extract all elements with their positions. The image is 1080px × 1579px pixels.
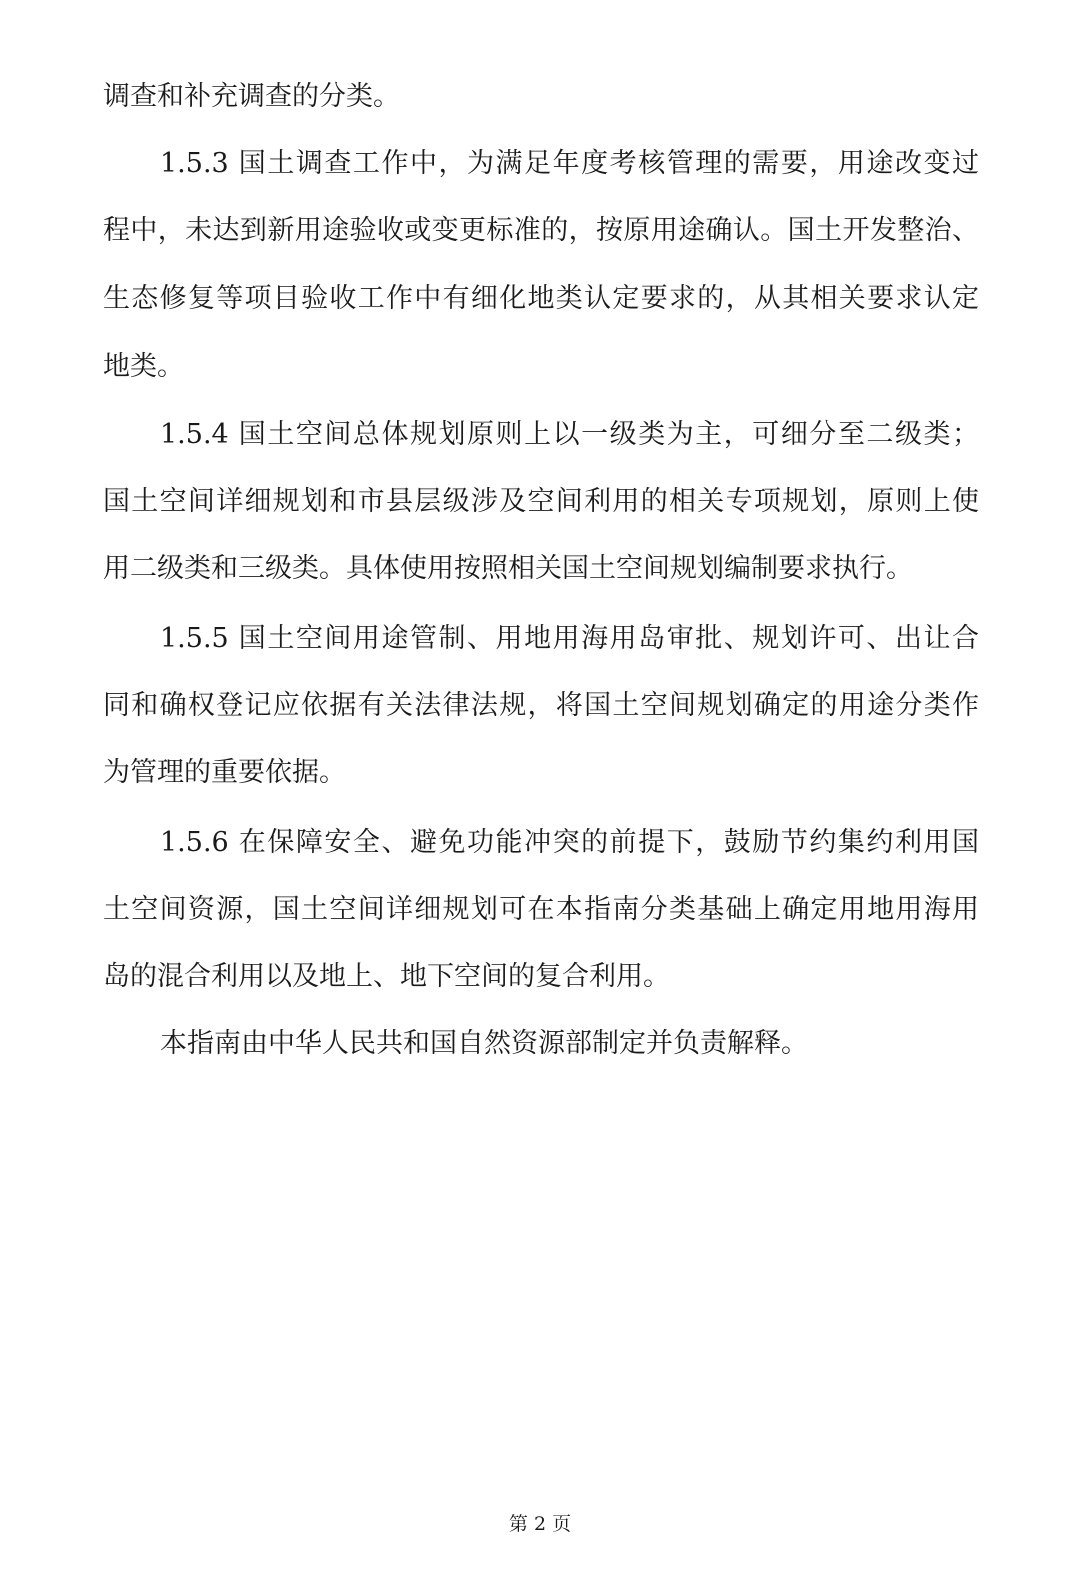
- paragraph-line: 调查和补充调查的分类。: [103, 81, 400, 112]
- paragraph-line: 为管理的重要依据。: [103, 757, 346, 788]
- paragraph-line: 1.5.3 国土调查工作中，为满足年度考核管理的需要，用途改变过: [160, 148, 979, 179]
- paragraph-line: 用二级类和三级类。具体使用按照相关国土空间规划编制要求执行。: [103, 553, 913, 584]
- paragraph-line: 国土空间详细规划和市县层级涉及空间利用的相关专项规划，原则上使: [103, 486, 979, 517]
- paragraph-line: 岛的混合利用以及地上、地下空间的复合利用。: [103, 961, 670, 992]
- paragraph-line: 1.5.5 国土空间用途管制、用地用海用岛审批、规划许可、出让合: [160, 623, 979, 654]
- paragraph-line: 1.5.4 国土空间总体规划原则上以一级类为主，可细分至二级类；: [160, 419, 979, 450]
- page-number: 第 2 页: [508, 1513, 572, 1535]
- paragraph-line: 生态修复等项目验收工作中有细化地类认定要求的，从其相关要求认定: [103, 283, 979, 314]
- paragraph-line: 程中，未达到新用途验收或变更标准的，按原用途确认。国土开发整治、: [103, 215, 979, 246]
- paragraph-line: 地类。: [103, 351, 184, 382]
- paragraph-line: 1.5.6 在保障安全、避免功能冲突的前提下，鼓励节约集约利用国: [160, 827, 979, 858]
- paragraph-line: 土空间资源，国土空间详细规划可在本指南分类基础上确定用地用海用: [103, 894, 979, 925]
- paragraph-line: 同和确权登记应依据有关法律法规，将国土空间规划确定的用途分类作: [103, 690, 979, 721]
- paragraph-line: 本指南由中华人民共和国自然资源部制定并负责解释。: [160, 1028, 808, 1059]
